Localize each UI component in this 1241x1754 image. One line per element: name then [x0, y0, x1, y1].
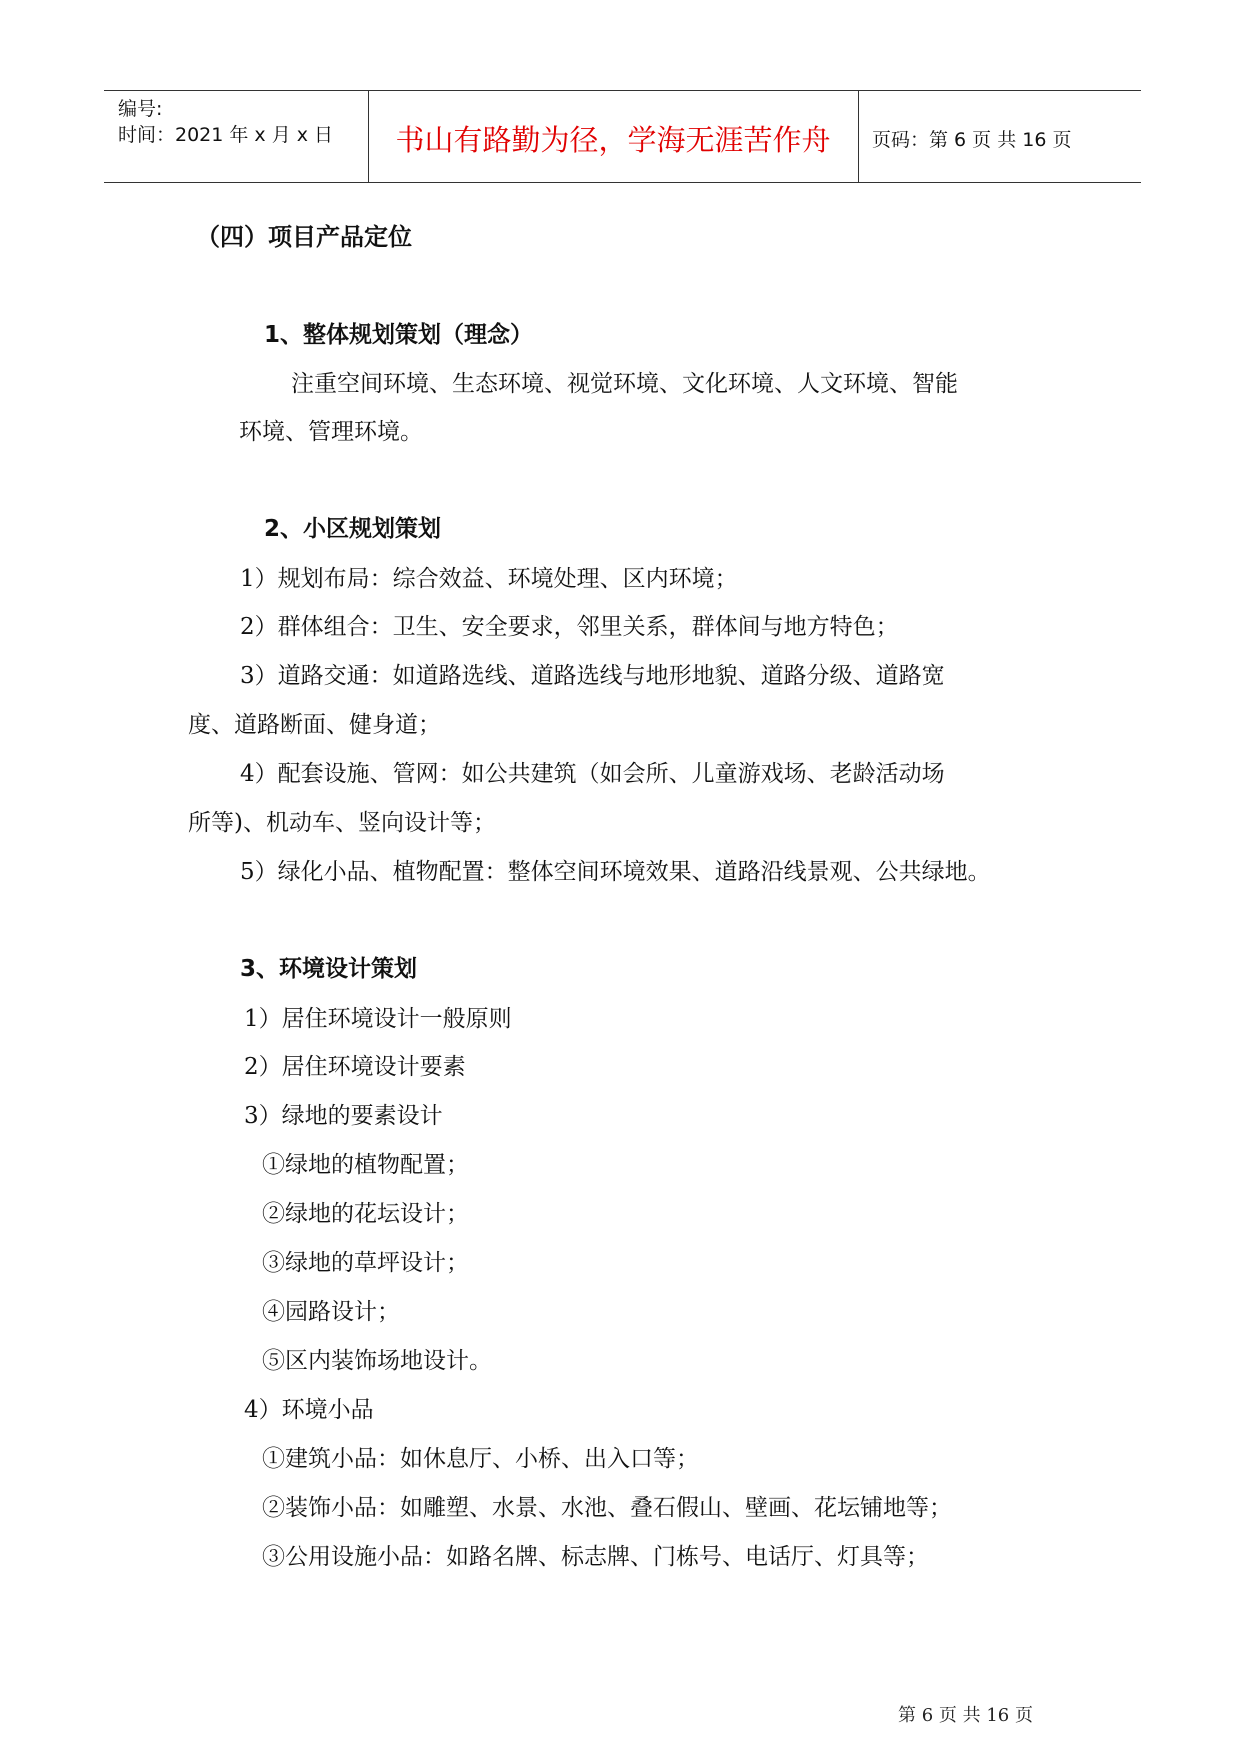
subsection-2-item-3-line1: 3）道路交通：如道路选线、道路选线与地形地貌、道路分级、道路宽 — [240, 663, 945, 689]
subsection-3-item-3-sub-3: ③绿地的草坪设计； — [262, 1250, 469, 1276]
subsection-2-item-5: 5）绿化小品、植物配置：整体空间环境效果、道路沿线景观、公共绿地。 — [240, 859, 991, 885]
subsection-1-title: 1、整体规划策划（理念） — [264, 322, 534, 348]
subsection-2-item-2: 2）群体组合：卫生、安全要求，邻里关系，群体间与地方特色； — [240, 614, 899, 640]
subsection-2-item-3-line2: 度、道路断面、健身道； — [188, 712, 441, 738]
subsection-3-item-3-sub-2: ②绿地的花坛设计； — [262, 1201, 469, 1227]
document-number-label: 编号: — [118, 98, 163, 120]
subsection-2-item-4-line2: 所等)、机动车、竖向设计等； — [188, 810, 496, 836]
subsection-3-item-4-sub-2: ②装饰小品：如雕塑、水景、水池、叠石假山、壁画、花坛铺地等； — [262, 1495, 952, 1521]
subsection-3-item-4-sub-1: ①建筑小品：如休息厅、小桥、出入口等； — [262, 1446, 699, 1472]
subsection-3-item-3: 3）绿地的要素设计 — [244, 1103, 443, 1129]
subsection-3-item-4-sub-3: ③公用设施小品：如路名牌、标志牌、门栋号、电话厅、灯具等； — [262, 1544, 929, 1570]
subsection-3-item-3-sub-1: ①绿地的植物配置； — [262, 1152, 469, 1178]
section-title: （四）项目产品定位 — [196, 223, 412, 251]
subsection-2-title: 2、小区规划策划 — [264, 516, 442, 542]
header-bottom-rule — [104, 182, 1141, 183]
header-top-rule — [104, 90, 1141, 91]
page-header — [0, 0, 1241, 190]
subsection-3-title: 3、环境设计策划 — [240, 956, 418, 982]
subsection-1-paragraph-line2: 环境、管理环境。 — [239, 419, 423, 445]
subsection-1-paragraph-line1: 注重空间环境、生态环境、视觉环境、文化环境、人文环境、智能 — [291, 371, 958, 397]
page-number-label: 页码：第 6 页 共 16 页 — [872, 129, 1072, 151]
subsection-3-item-3-sub-4: ④园路设计； — [262, 1299, 400, 1325]
subsection-3-item-1: 1）居住环境设计一般原则 — [244, 1006, 512, 1032]
document-time-label: 时间：2021 年 x 月 x 日 — [118, 124, 334, 146]
subsection-2-item-4-line1: 4）配套设施、管网：如公共建筑（如会所、儿童游戏场、老龄活动场 — [240, 761, 945, 787]
header-motto: 书山有路勤为径，学海无涯苦作舟 — [395, 123, 831, 157]
subsection-2-item-1: 1）规划布局：综合效益、环境处理、区内环境； — [240, 566, 738, 592]
page-footer: 第 6 页 共 16 页 — [898, 1705, 1033, 1726]
subsection-3-item-4: 4）环境小品 — [244, 1397, 374, 1423]
subsection-3-item-3-sub-5: ⑤区内装饰场地设计。 — [262, 1348, 492, 1374]
subsection-3-item-2: 2）居住环境设计要素 — [244, 1054, 466, 1080]
header-divider-right — [858, 90, 859, 183]
